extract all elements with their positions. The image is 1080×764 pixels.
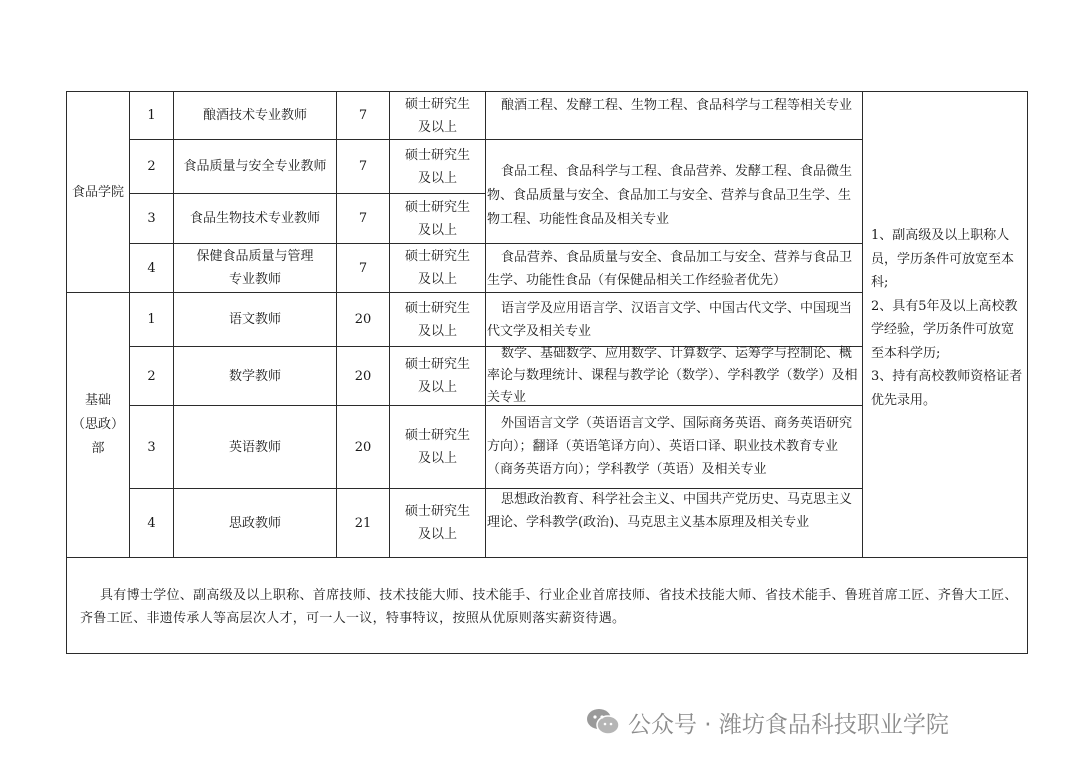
major-requirement: 思想政治教育、科学社会主义、中国共产党历史、马克思主义理论、学科教学(政治)、马克思主义基本原理及相关专业 [487,492,853,530]
degree-requirement: 硕士研究生 及以上 [404,249,470,287]
major-requirement: 数学、基础数学、应用数学、计算数学、运筹学与控制论、概率论与数理统计、课程与教学论（数学）、学科教学（数学）及相关专业 [487,346,858,405]
hire-count: 7 [358,159,368,174]
position-name: 食品生物技术专业教师 [189,211,320,226]
degree-requirement: 硕士研究生 及以上 [404,300,470,339]
watermark [586,704,949,740]
wechat-icon [586,707,620,737]
hire-count: 21 [354,515,372,531]
department-food-college: 食品学院 [71,184,124,200]
hire-count: 20 [354,439,372,455]
row-number: 3 [147,439,156,455]
hire-count: 20 [354,312,372,327]
other-requirements [871,224,1026,412]
degree-requirement: 硕士研究生 及以上 [404,147,470,186]
row-number: 4 [147,515,156,531]
footer-note: 具有博士学位、副高级及以上职称、首席技师、技术技能大师、技术能手、行业企业首席技师、省技术技能大师、省技术能手、鲁班首席工匠、齐鲁大工匠、齐鲁工匠、非遗传承人等高层次人才，可一人一议，特事特议，按照从优原则落实薪资待遇。 [80,588,1018,626]
hire-count: 7 [358,211,368,226]
position-name: 保健食品质量与管理 专业教师 [196,249,314,287]
hire-count: 7 [358,260,368,276]
row-number: 3 [147,211,156,226]
position-name: 思政教师 [228,515,281,531]
watermark-text: 公众号 · 潍坊食品科技职业学院 [628,711,949,738]
row-number: 4 [147,260,156,276]
department-basic-dept: 基础 （思政） 部 [71,393,124,456]
position-name: 食品质量与安全专业教师 [183,159,327,174]
position-name: 英语教师 [228,439,281,455]
major-requirement: 食品工程、食品科学与工程、食品营养、发酵工程、食品微生物、食品质量与安全、食品加工与安全、营养与食品卫生学、生物工程、功能性食品及相关专业 [487,164,853,227]
major-requirement: 酿酒工程、发酵工程、生物工程、食品科学与工程等相关专业 [501,98,853,113]
requirement-item: 2、具有5年及以上高校教学经验，学历条件可放宽至本科学历; [871,298,1018,361]
degree-requirement: 硕士研究生 及以上 [404,504,470,542]
degree-requirement: 硕士研究生 及以上 [404,199,470,238]
requirement-item: 1、副高级及以上职称人员，学历条件可放宽至本科; [871,228,1015,290]
row-number: 1 [147,108,156,123]
requirement-item: 3、持有高校教师资格证者优先录用。 [871,369,1023,408]
major-requirement: 语言学及应用语言学、汉语言文学、中国古代文学、中国现当代文学及相关专业 [487,301,853,339]
degree-requirement: 硕士研究生 及以上 [404,428,470,466]
row-number: 2 [147,159,156,174]
major-requirement: 食品营养、食品质量与安全、食品加工与安全、营养与食品卫生学、功能性食品（有保健品相关工作经验者优先） [487,250,853,288]
position-name: 数学教师 [228,368,281,384]
row-number: 2 [147,368,156,384]
position-name: 酿酒技术专业教师 [202,108,307,123]
hire-count: 7 [358,108,368,123]
row-number: 1 [147,312,156,327]
degree-requirement: 硕士研究生 及以上 [404,357,470,395]
position-name: 语文教师 [228,312,281,327]
hire-count: 20 [354,368,372,384]
degree-requirement: 硕士研究生 及以上 [404,96,470,135]
major-requirement: 外国语言文学（英语语言文学、国际商务英语、商务英语研究方向）；翻译（英语笔译方向）、英语口译、职业技术教育专业（商务英语方向）；学科教学（英语）及相关专业 [487,416,853,477]
